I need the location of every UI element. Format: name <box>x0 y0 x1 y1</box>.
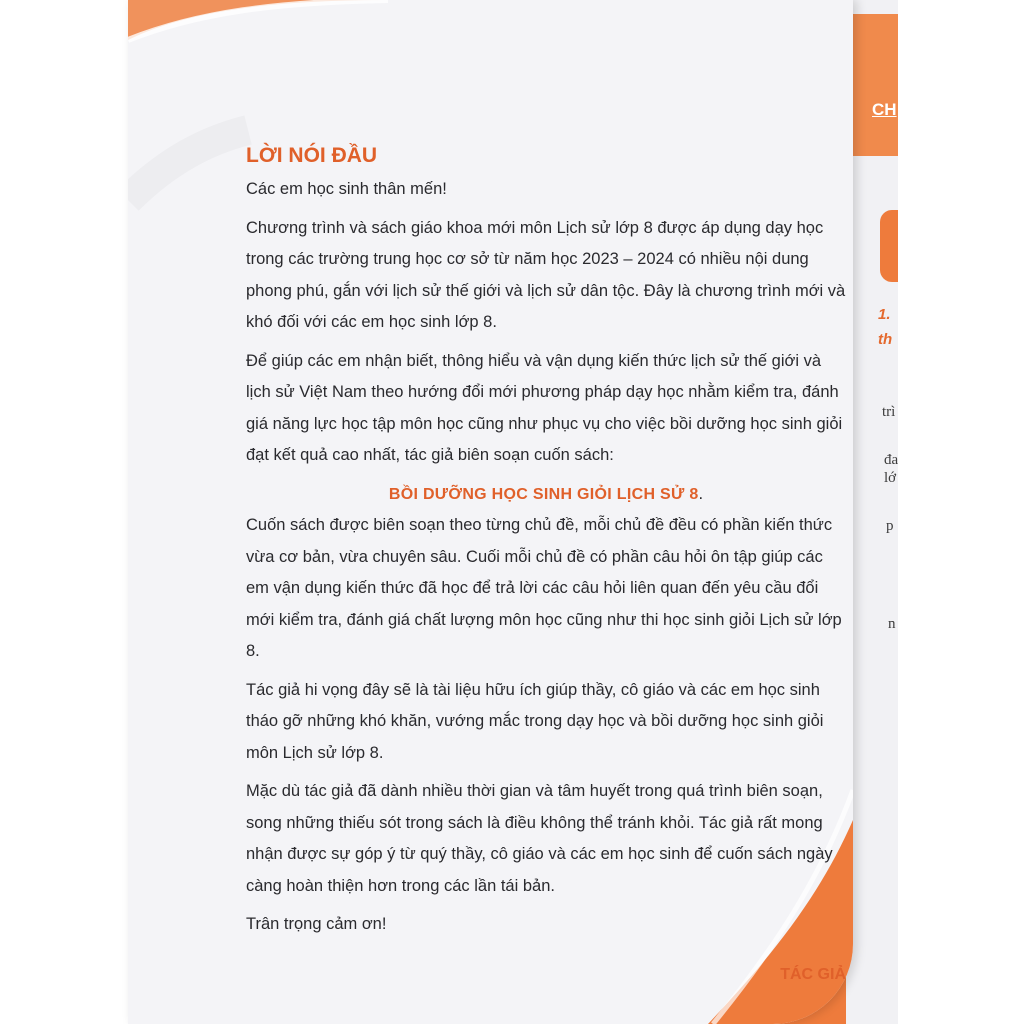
page-title: LỜI NÓI ĐẦU <box>246 144 378 167</box>
book-page <box>128 0 853 1024</box>
right-page-badge <box>880 210 898 282</box>
paragraph: Chương trình và sách giáo khoa mới môn Lịch sử lớp 8 được áp dụng dạy học trong các trường trung học cơ sở từ năm học 2023 – 2024 có nhiều nội dung phong phú, gắn với lịch sử thế giới và lịch sử dân tộc. Đây là chương trình mới và khó đối với các em học sinh lớp 8. <box>246 218 846 331</box>
closing: Trân trọng cảm ơn! <box>246 915 387 933</box>
paragraph: Mặc dù tác giả đã dành nhiều thời gian và tâm huyết trong quá trình biên soạn, song những thiếu sót trong sách là điều không thể tránh khỏi. Tác giả rất mong nhận được sự góp ý từ quý thầy, cô giáo và các em học sinh để cuốn sách ngày càng hoàn thiện hơn trong các lần tái bản. <box>246 782 833 895</box>
paragraph: Tác giả hi vọng đây sẽ là tài liệu hữu ích giúp thầy, cô giáo và các em học sinh tháo gỡ những khó khăn, vướng mắc trong dạy học và bồi dưỡng học sinh giỏi môn Lịch sử lớp 8. <box>246 680 824 762</box>
right-page-fragment: th <box>878 331 893 348</box>
right-page-fragment: p <box>886 518 894 534</box>
preface-content <box>246 140 846 990</box>
signature: TÁC GIẢ <box>780 965 846 983</box>
right-page-header <box>846 14 898 156</box>
right-page-header-fragment: CH <box>872 100 897 119</box>
right-page-fragment: lớ <box>884 470 897 486</box>
paragraph: Để giúp các em nhận biết, thông hiểu và vận dụng kiến thức lịch sử thế giới và lịch sử Việt Nam theo hướng đổi mới phương pháp dạy học nhằm kiểm tra, đánh giá năng lực học tập môn học cũng như phục vụ cho việc bồi dưỡng học sinh giỏi đạt kết quả cao nhất, tác giả biên soạn cuốn sách: <box>246 351 843 464</box>
paragraph: Cuốn sách được biên soạn theo từng chủ đề, mỗi chủ đề đều có phần kiến thức vừa cơ bản, vừa chuyên sâu. Cuối mỗi chủ đề có phần câu hỏi ôn tập giúp các em vận dụng kiến thức đã học để trả lời các câu hỏi liên quan đến yêu cầu đổi mới kiểm tra, đánh giá chất lượng môn học cũng như thi học sinh giỏi Lịch sử lớp 8. <box>246 516 842 660</box>
greeting: Các em học sinh thân mến! <box>246 180 447 198</box>
right-page-fragment: 1. <box>878 306 891 323</box>
right-page-fragment: trì <box>882 404 896 420</box>
book-title-row <box>246 479 846 511</box>
right-page-fragment: n <box>888 616 896 632</box>
book-title: BỒI DƯỠNG HỌC SINH GIỎI LỊCH SỬ 8 <box>388 485 699 503</box>
book-title-period: . <box>698 484 704 503</box>
right-page-fragment: đa <box>884 452 899 468</box>
